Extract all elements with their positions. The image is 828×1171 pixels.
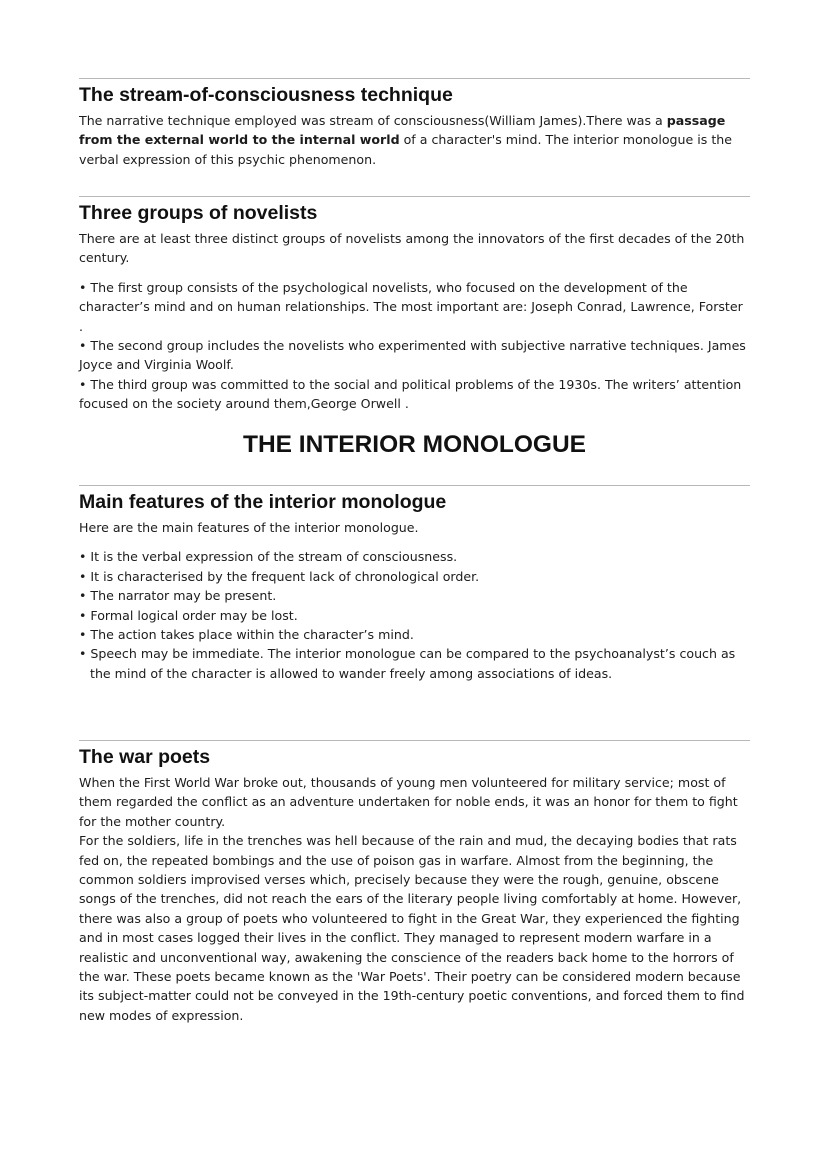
- list-item: • It is characterised by the frequent lack of chronological order.: [79, 568, 480, 584]
- section-divider: [79, 740, 750, 741]
- section-heading: The stream-of-consciousness technique: [79, 84, 453, 106]
- section-stream-of-consciousness: [79, 78, 750, 169]
- list-item: • The narrator may be present.: [79, 588, 277, 604]
- section-war-poets: [79, 740, 750, 1025]
- list-item: • It is the verbal expression of the stream of consciousness.: [79, 549, 458, 565]
- section-paragraph: For the soldiers, life in the trenches was hell because of the rain and mud, the decaying bodies that rats fed on, the repeated bombings and the use of poison gas in warfare. Almost from the beginning, the common soldiers improvised verses which, precisely because they were the rough, genuine, obscene songs of the trenches, did not reach the ears of the literary people living comfortably at home. However, there was also a group of poets who volunteered to fight in the Great War, they experienced the fighting and in most cases logged their lives in the conflict. They managed to represent modern warfare in a realistic and unconventional way, awakening the conscience of the readers back home to the horrors of the war. These poets became known as the 'War Poets'. Their poetry can be considered modern because its subject-matter could not be conveyed in the 19th-century poetic conventions, and forced them to find new modes of expression.: [79, 833, 745, 1023]
- bullet-list: [79, 278, 750, 414]
- section-paragraph: The narrative technique employed was stream of consciousness(William James).There was a passage from the external world to the internal world of a character's mind. The interior monologue is the verbal expression of this psychic phenomenon.: [79, 113, 733, 167]
- section-paragraph: When the First World War broke out, thousands of young men volunteered for military service; most of them regarded the conflict as an adventure undertaken for noble ends, it was an honor for them to fight for the mother country.: [79, 775, 738, 829]
- section-divider: [79, 78, 750, 79]
- section-heading: The war poets: [79, 746, 211, 768]
- list-item: • The action takes place within the character’s mind.: [79, 627, 414, 643]
- list-item: • Formal logical order may be lost.: [79, 607, 298, 623]
- list-item: • Speech may be immediate. The interior monologue can be compared to the psychoanalyst’s couch as the mind of the character is allowed to wander freely among associations of ideas.: [79, 646, 736, 681]
- section-divider: [79, 485, 750, 486]
- bold-phrase: passage from the external world to the internal world: [79, 113, 726, 148]
- list-item: • The first group consists of the psychological novelists, who focused on the development of the character’s mind and on human relationships. The most important are: Joseph Conrad, Lawrence, Forster .: [79, 279, 743, 334]
- section-three-groups: [79, 196, 750, 414]
- section-paragraph: There are at least three distinct groups of novelists among the innovators of the first decades of the 20th century.: [79, 231, 745, 266]
- section-heading: Main features of the interior monologue: [79, 491, 447, 513]
- section-divider: [79, 196, 750, 197]
- section-main-features: [79, 485, 750, 683]
- page-title-block: [79, 430, 750, 460]
- list-item: • The third group was committed to the social and political problems of the 1930s. The writers’ attention focused on the society around them,George Orwell .: [79, 376, 742, 412]
- list-item: • The second group includes the novelists who experimented with subjective narrative techniques. James Joyce and Virginia Woolf.: [79, 338, 746, 373]
- page-title: THE INTERIOR MONOLOGUE: [243, 431, 586, 458]
- bullet-list: [79, 547, 750, 683]
- section-heading: Three groups of novelists: [79, 202, 318, 224]
- section-paragraph: Here are the main features of the interior monologue.: [79, 520, 419, 535]
